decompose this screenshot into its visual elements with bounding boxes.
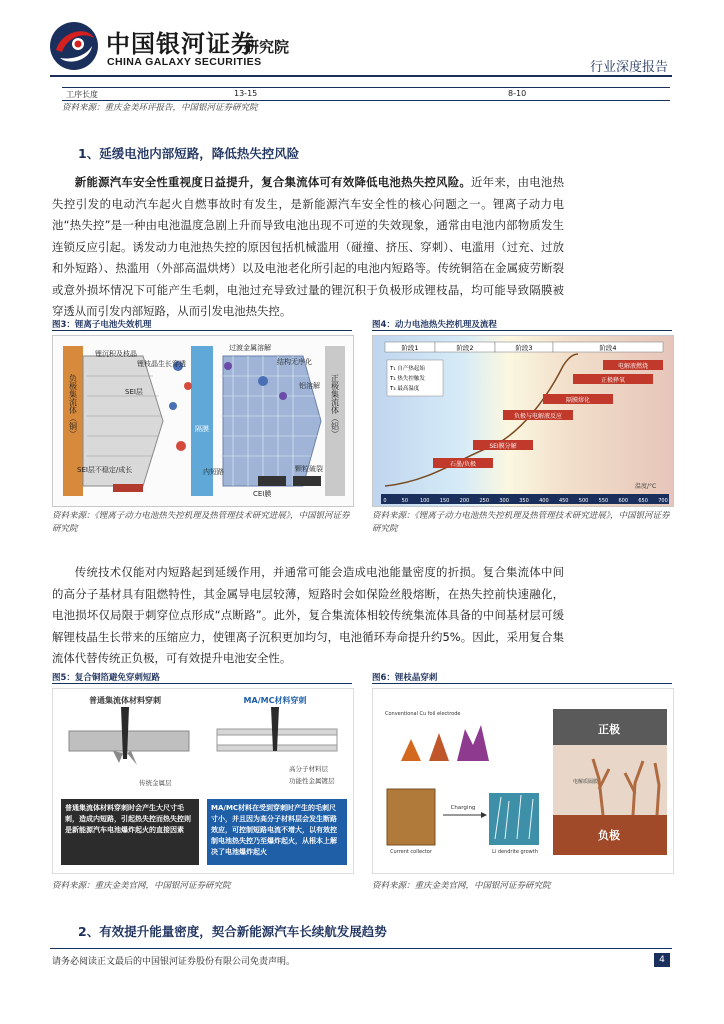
logo-english: CHINA GALAXY SECURITIES [107, 56, 262, 68]
fig5-diagram [52, 688, 354, 874]
page-number: 4 [654, 953, 670, 967]
fig6-dendrite-label: Li dendrite growth [492, 849, 538, 855]
fig4-xtick: 550 [598, 498, 609, 504]
fig4-xtick: 300 [499, 498, 509, 504]
fig5-right-title: MA/MC材料穿刺 [243, 696, 307, 705]
fig6-collector-label: Current collector [390, 849, 432, 855]
stage-3-label: 阶段3 [515, 344, 533, 352]
legend-t1: T₁ 自产热起始 [390, 366, 425, 372]
fig5-left-layer-label: 传统金属层 [139, 779, 172, 787]
fig3-rule [52, 330, 352, 331]
footer-rule [50, 948, 672, 949]
table-cell-col2: 8-10 [508, 89, 527, 98]
table-cell-label: 工序长度 [66, 90, 98, 99]
fig5-left-desc: 普通集流体材料穿刺时会产生大尺寸毛刺，造成内短路，引起热失控而热失控则是新能源汽车电池爆炸起火的直接因素 [65, 804, 191, 834]
table-cell-col1: 13-15 [234, 89, 258, 98]
fig5-right-layer1-label: 高分子材料层 [289, 765, 328, 773]
institute-label: 研究院 [244, 38, 290, 56]
fig5-left-title: 普通集流体材料穿刺 [89, 696, 161, 705]
cathode-label: 正极集流体（铝） [330, 374, 340, 438]
fig4-diagram [372, 335, 674, 507]
section2-heading: 2、有效提升能量密度，契合新能源汽车长续航发展趋势 [78, 924, 387, 939]
fig4-xtick: 0 [383, 498, 387, 504]
fig6-rule [372, 683, 672, 684]
box-graphite: 石墨/负极 [449, 461, 477, 468]
fig5-right-layer2-label: 功能性金属镀层 [289, 777, 335, 785]
fig3-label-metal-dissolution: 过渡金属溶解 [229, 344, 271, 352]
section1-heading: 1、延缓电池内部短路，降低热失控风险 [78, 146, 300, 161]
para1-lead: 新能源汽车安全性重视度日益提升，复合集流体可有效降低电池热失控风险。 [74, 175, 472, 189]
stage-4-label: 阶段4 [599, 344, 617, 352]
fig4-rule [372, 330, 672, 331]
fig4-svg [373, 336, 673, 506]
fig3-label-particle-crack: 颗粒破裂 [295, 465, 323, 473]
fig6-diagram [372, 688, 674, 874]
fig4-title: 图4：动力电池热失控机理及流程 [372, 320, 497, 330]
box-sei-decomp: SEI膜分解 [489, 443, 517, 450]
fig3-label-al-dissolution: 铝溶解 [299, 382, 320, 390]
fig6-middle-label: 电解质隔膜 [573, 779, 599, 785]
fig4-xtick: 700 [658, 498, 668, 504]
fig5-right-desc: MA/MC材料在受到穿刺时产生的毛刺尺寸小，并且因为高分子材料层会发生断路效应，可控制短路电流不增大，以有效控制电池热失控乃至爆炸起火，从根本上解决了电池爆炸起火 [211, 804, 337, 856]
fig3-label-sei-growth: SEI层不稳定/成长 [77, 466, 133, 474]
fig3-svg [53, 336, 353, 506]
fig6-charging-label: Charging [450, 805, 476, 811]
report-type: 行业深度报告 [589, 60, 668, 75]
fig4-xtick: 400 [539, 498, 549, 504]
fig3-caption: 资料来源：《锂离子动力电池热失控机理及热管理技术研究进展》，中国银河证券研究院 [52, 511, 350, 534]
fig3-label-lithium-plating: 锂沉积及枝晶 [95, 350, 137, 358]
fig3-label-internal-short: 内短路 [203, 468, 224, 476]
fig4-xtick: 500 [578, 498, 589, 504]
fig6-positive-label: 正极 [598, 723, 620, 736]
logo-chinese: 中国银河证券 [106, 30, 256, 58]
fig4-xtick: 600 [618, 498, 629, 504]
box-cathode-oxygen: 正极释氧 [600, 377, 626, 384]
legend-t2: T₂ 热失控触发 [390, 376, 425, 382]
table-row [62, 87, 670, 101]
legend-t3: T₃ 最高温度 [390, 386, 420, 392]
para1-body: 近年来，由电池热失控引发的电动汽车起火自燃事故时有发生，是新能源汽车安全性的核心问题之一。锂离子动力电池“热失控”是一种由电池温度急剧上升而导致电池出现不可逆的失效现象，通常由电池内部物质发生连锁反应引起。诱发动力电池热失控的原因包括机械滥用（碰撞、挤压、穿刺）、电滥用（过充、过放和外短路）、热滥用（外部高温烘烤）以及电池老化所引起的电池内短路等。传统铜箔在金属疲劳断裂或意外损坏情况下可能产生毛刺，电池过充导致过量的锂沉积于负极形成锂枝晶，均可能导致隔膜被穿透从而引发内部短路，从而引发电池热失控。 [52, 175, 564, 318]
fig3-label-disorder: 结构无序化 [277, 358, 312, 366]
fig6-title: 图6：锂枝晶穿刺 [372, 673, 438, 683]
stage-2-label: 阶段2 [456, 344, 474, 352]
galaxy-logo-icon [48, 20, 100, 72]
fig4-xtick: 200 [459, 498, 470, 504]
fig5-caption: 资料来源：重庆金美官网，中国银河证券研究院 [52, 881, 231, 891]
fig4-xtick: 100 [419, 498, 430, 504]
anode-label: 负极集流体（铜） [68, 374, 78, 438]
section1-paragraph2: 传统技术仅能对内短路起到延缓作用，并通常可能会造成电池能量密度的折损。复合集流体中间的高分子基材具有阻燃特性，其金属导电层较薄，短路时会如保险丝般熔断，在热失控前快速融化，电池损坏仅局限于刺穿位点形成“点断路”。此外，复合集流体相较传统集流体具备的中间基材层可缓解锂枝晶生长带来的压缩应力，使锂离子沉积更加均匀，电池循环寿命提升约5%。因此，采用复合集流体代替传统正负极，可有效提升电池安全性。 [52, 565, 564, 665]
box-anode-reaction: 负极与电解液反应 [513, 413, 563, 420]
table-source: 资料来源：重庆金美环评报告，中国银河证券研究院 [62, 103, 258, 113]
fig3-label-sei: SEI层 [125, 388, 143, 396]
fig6-caption: 资料来源：重庆金美官网，中国银河证券研究院 [372, 881, 551, 891]
fig5-title: 图5：复合铜箔避免穿刺短路 [52, 673, 160, 683]
stage-1-label: 阶段1 [401, 344, 419, 352]
separator-label: 隔膜 [195, 425, 209, 433]
fig6-conventional-label: Conventional Cu foil electrode [385, 711, 461, 717]
fig3-title: 图3：锂离子电池失效机理 [52, 320, 152, 330]
fig4-xtick: 450 [558, 498, 569, 504]
section1-paragraph1 [52, 172, 564, 323]
box-electrolyte-combustion: 电解液燃烧 [617, 363, 649, 370]
fig4-xtick: 150 [439, 498, 450, 504]
fig4-xtick: 350 [519, 498, 529, 504]
fig4-xtick: 250 [479, 498, 490, 504]
header-rule [50, 75, 672, 77]
fig3-diagram [52, 335, 354, 507]
box-separator-melt: 隔膜熔化 [565, 397, 591, 404]
fig3-label-dendrite-pierce: 锂枝晶生长穿透 [137, 360, 186, 368]
fig6-negative-label: 负极 [598, 829, 620, 842]
fig6-svg [373, 689, 673, 873]
fig4-xaxis-label: 温度/°C [635, 483, 657, 490]
fig5-rule [52, 683, 352, 684]
fig4-xtick: 50 [401, 498, 409, 504]
fig3-label-cei: CEI膜 [253, 490, 272, 498]
footer-disclaimer: 请务必阅读正文最后的中国银河证券股份有限公司免责声明。 [52, 957, 296, 967]
fig4-caption: 资料来源：《锂离子动力电池热失控机理及热管理技术研究进展》，中国银河证券研究院 [372, 511, 670, 534]
fig4-xtick: 650 [638, 498, 648, 504]
